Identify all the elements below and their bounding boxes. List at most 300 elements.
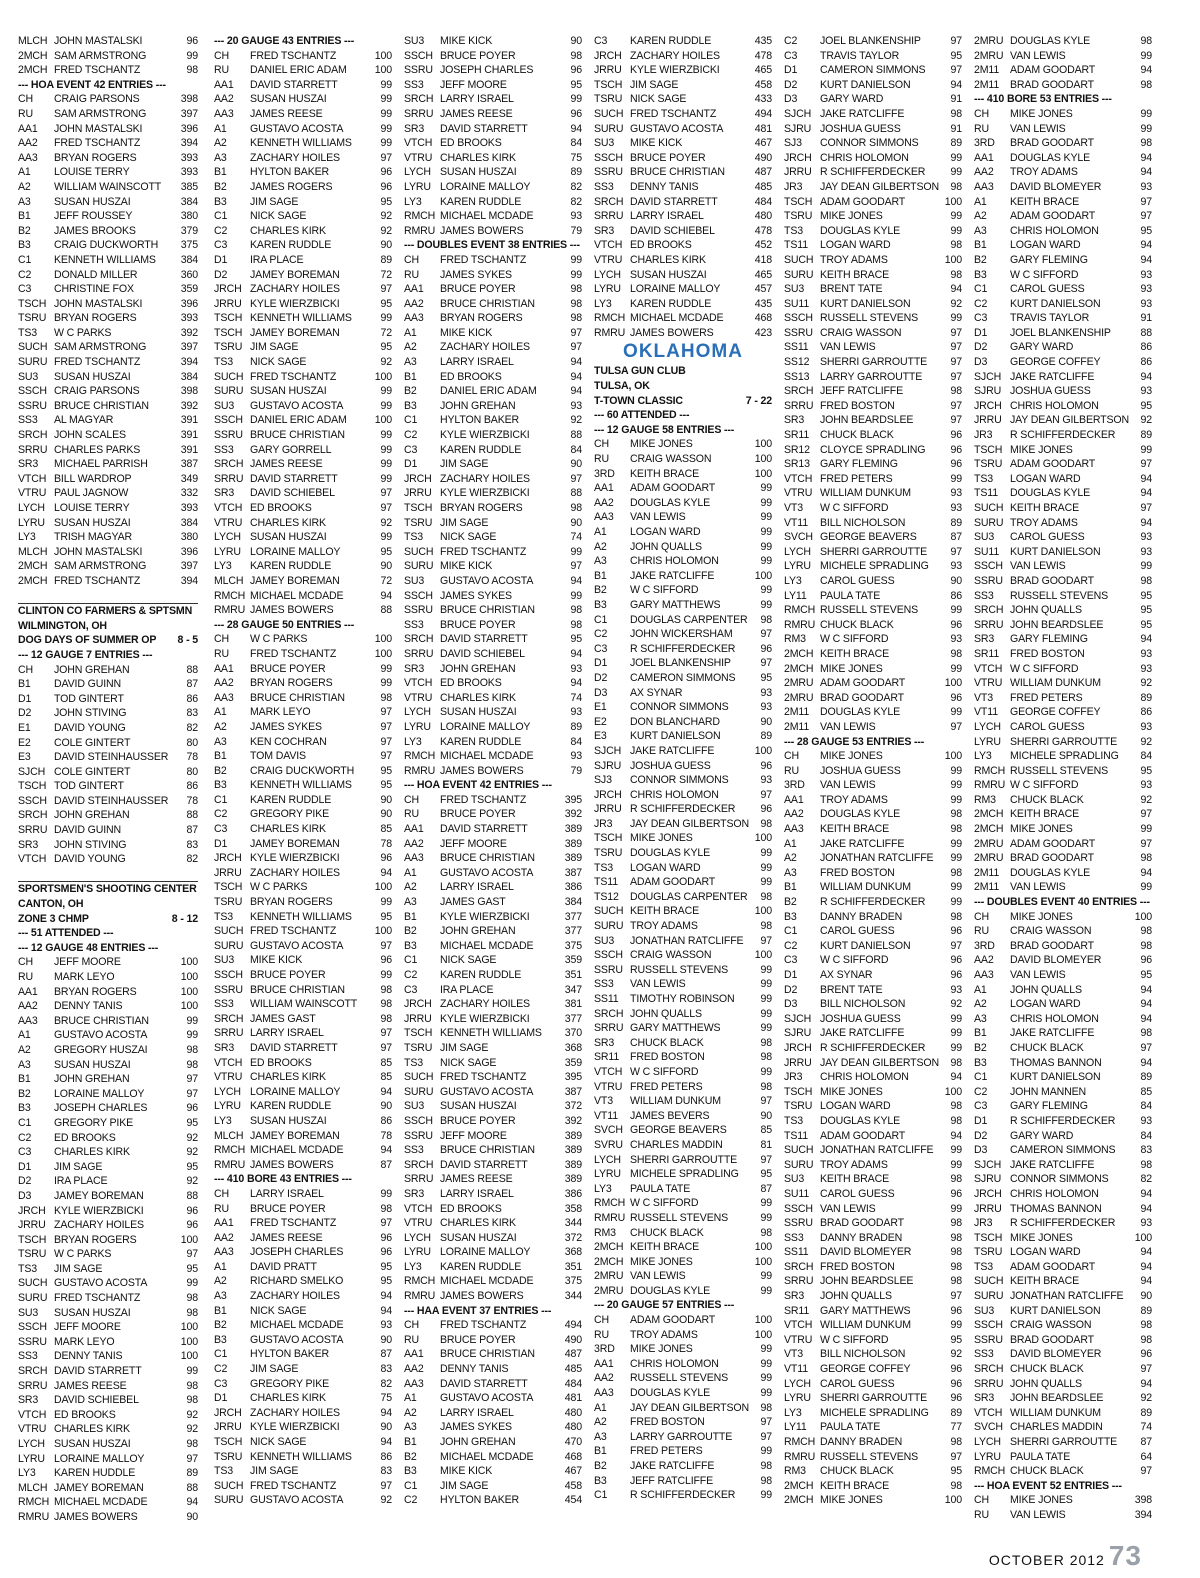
class-code: AA1 [214, 78, 234, 91]
result-row [974, 822, 1152, 837]
result-row [594, 1226, 772, 1241]
result-row [214, 1129, 392, 1144]
shooter-name: W C SIFFORD [1010, 662, 1079, 675]
class-code: SR3 [974, 633, 995, 646]
shooter-name: JIM SAGE [250, 1363, 299, 1376]
result-row [784, 413, 962, 428]
score: 99 [950, 793, 962, 806]
shooter-name: SUSAN HUSZAI [630, 268, 707, 281]
class-code: B3 [594, 598, 607, 611]
score: 98 [760, 1460, 772, 1472]
shooter-name: CHRIS HOLOMON [820, 151, 909, 164]
class-code: C1 [974, 283, 988, 296]
class-code: SR12 [784, 443, 810, 456]
shooter-name: JOHN MASTALSKI [54, 35, 143, 47]
class-code: SUCH [214, 925, 244, 938]
score: 94 [1140, 633, 1152, 646]
class-code: TS3 [594, 861, 613, 874]
result-row [784, 1347, 962, 1362]
class-code: TS11 [974, 487, 998, 500]
class-code: A1 [214, 122, 227, 135]
result-row [784, 326, 962, 341]
score: 92 [1140, 414, 1152, 427]
shooter-name: JOHN QUALLS [1010, 604, 1082, 617]
result-row [594, 948, 772, 963]
result-row [18, 1145, 198, 1160]
result-row [974, 997, 1152, 1012]
shooter-name: JOHN GREHAN [440, 925, 516, 938]
shooter-name: JEFF MOORE [440, 1129, 507, 1142]
class-code: VTCH [404, 677, 433, 690]
score: 99 [380, 429, 392, 442]
shooter-name: KEITH BRACE [820, 1479, 889, 1492]
class-code: RU [594, 453, 610, 466]
result-row [974, 297, 1152, 312]
result-row [18, 750, 198, 765]
shooter-name: GARY WARD [1010, 341, 1074, 354]
result-row [404, 1450, 582, 1465]
result-row [594, 1182, 772, 1197]
class-code: TS3 [404, 531, 423, 544]
result-row [594, 627, 772, 642]
class-code: JRCH [784, 1041, 812, 1054]
score: 94 [1140, 239, 1152, 252]
shooter-name: JAKE RATCLIFFE [630, 744, 715, 757]
shooter-name: CAROL GUESS [820, 1187, 895, 1200]
result-row [214, 1187, 392, 1202]
shooter-name: NICK SAGE [250, 210, 307, 223]
result-row [784, 268, 962, 283]
result-row [214, 486, 392, 501]
score: 94 [380, 1290, 392, 1303]
class-code: B1 [974, 239, 987, 252]
class-code: C1 [784, 925, 798, 938]
class-code: LYRU [594, 1168, 621, 1181]
shooter-name: DENNY TANIS [54, 1350, 123, 1363]
class-code: RU [404, 268, 420, 281]
result-row [404, 399, 582, 414]
class-code: SSCH [18, 794, 47, 807]
shooter-name: LOGAN WARD [630, 526, 701, 538]
heading-text: WILMINGTON, OH [18, 619, 107, 632]
shooter-name: IRA PLACE [54, 1175, 108, 1188]
score: 96 [950, 458, 962, 471]
score: 98 [380, 1012, 392, 1025]
result-row [18, 326, 198, 341]
class-code: SRCH [784, 1260, 814, 1273]
shooter-name: NICK SAGE [630, 93, 687, 106]
shooter-name: BILL NICHOLSON [820, 1348, 906, 1361]
score: 89 [1140, 1406, 1152, 1419]
shooter-name: JOSHUA GUESS [820, 764, 901, 777]
result-row [784, 1041, 962, 1056]
class-code: SR3 [784, 1290, 805, 1303]
result-row [974, 1464, 1152, 1479]
shooter-name: VAN LEWIS [820, 720, 876, 733]
score: 99 [950, 764, 962, 777]
result-row [784, 370, 962, 385]
class-code: SU3 [404, 35, 425, 47]
shooter-name: MICHAEL MCDADE [440, 210, 534, 223]
class-code: A2 [974, 998, 987, 1011]
score: 375 [180, 239, 198, 252]
result-row [974, 399, 1152, 414]
shooter-name: MIKE JONES [630, 1343, 693, 1356]
class-code: SU3 [784, 283, 805, 296]
score: 99 [760, 598, 772, 611]
class-code: SSRU [18, 399, 47, 412]
score: 82 [380, 1377, 392, 1390]
result-row [784, 1318, 962, 1333]
result-row [404, 705, 582, 720]
result-row [784, 1450, 962, 1465]
score: 99 [760, 1022, 772, 1035]
shooter-name: JAMES GAST [440, 896, 506, 909]
score: 95 [186, 1262, 198, 1275]
shooter-name: GEORGE COFFEY [1010, 706, 1101, 719]
shooter-name: CHRIS HOLOMON [630, 1357, 719, 1370]
score: 93 [570, 399, 582, 412]
result-row [974, 1450, 1152, 1465]
result-row [594, 1094, 772, 1109]
score: 93 [570, 210, 582, 223]
shooter-name: KAREN RUDDLE [440, 1260, 522, 1273]
score: 98 [760, 1080, 772, 1093]
result-row [784, 311, 962, 326]
score: 359 [180, 283, 198, 296]
result-row [18, 838, 198, 853]
shooter-name: DAVID STARRETT [440, 1377, 528, 1390]
shooter-name: JOHN GREHAN [440, 399, 516, 412]
page-footer [989, 1540, 1142, 1572]
result-row [974, 122, 1152, 137]
shooter-name: MIKE JONES [820, 210, 883, 223]
score: 98 [1140, 78, 1152, 91]
class-code: LY3 [784, 1406, 802, 1419]
shooter-name: LOGAN WARD [630, 861, 701, 874]
class-code: RU [18, 107, 34, 120]
shooter-name: W C SIFFORD [820, 633, 889, 646]
shooter-name: FRED BOSTON [820, 1260, 895, 1273]
shooter-name: FRED TSCHANTZ [250, 1217, 337, 1230]
result-row [404, 1172, 582, 1187]
class-code: B1 [784, 881, 797, 894]
score: 99 [950, 896, 962, 909]
shooter-name: KAREN RUDDLE [250, 1100, 332, 1113]
score: 97 [760, 628, 772, 641]
score: 96 [380, 954, 392, 967]
class-code: RM3 [594, 1226, 616, 1239]
shooter-name: FRED PETERS [1010, 691, 1083, 704]
score: 100 [374, 64, 392, 77]
shooter-name: GUSTAVO ACOSTA [440, 1085, 534, 1098]
score: 93 [950, 487, 962, 500]
score: 94 [1140, 370, 1152, 383]
score: 359 [564, 954, 582, 967]
class-code: D1 [404, 458, 418, 471]
shooter-name: FRED BOSTON [630, 1416, 705, 1429]
result-row [18, 706, 198, 721]
shooter-name: DAVID YOUNG [54, 853, 126, 866]
result-row [404, 1129, 582, 1144]
class-code: B1 [214, 166, 227, 179]
class-code: CH [214, 633, 230, 646]
score: 94 [380, 1406, 392, 1419]
shooter-name: BILL NICHOLSON [820, 998, 906, 1011]
score: 93 [570, 706, 582, 719]
shooter-name: JOEL BLANKENSHIP [1010, 326, 1111, 339]
class-code: D1 [974, 326, 988, 339]
score: 89 [186, 1467, 198, 1480]
result-row [18, 180, 198, 195]
score: 89 [950, 1406, 962, 1419]
score: 98 [1140, 1027, 1152, 1040]
section-heading [18, 926, 198, 941]
result-row [404, 676, 582, 691]
score: 100 [180, 1233, 198, 1246]
result-row [974, 1026, 1152, 1041]
result-row [404, 1041, 582, 1056]
class-code: VTCH [214, 1056, 243, 1069]
score: 97 [570, 560, 582, 573]
class-code: RMCH [214, 589, 246, 602]
shooter-name: GARY FLEMING [1010, 1100, 1088, 1113]
class-code: D2 [974, 1129, 988, 1142]
shooter-name: KENNETH WILLIAMS [250, 312, 352, 325]
shooter-name: JOSEPH CHARLES [54, 1102, 148, 1115]
result-row [404, 355, 582, 370]
class-code: RMCH [594, 1197, 626, 1210]
shooter-name: MIKE JONES [1010, 1494, 1073, 1507]
score: 85 [380, 1056, 392, 1069]
shooter-name: JAMES REESE [250, 107, 323, 120]
score: 95 [760, 1168, 772, 1181]
score: 435 [754, 297, 772, 310]
class-code: A3 [974, 1012, 987, 1025]
score: 75 [380, 1392, 392, 1405]
class-code: SURU [18, 356, 48, 369]
score: 98 [950, 1056, 962, 1069]
score: 99 [186, 1014, 198, 1027]
shooter-name: WILLIAM WAINSCOTT [250, 998, 358, 1011]
score: 98 [950, 808, 962, 821]
shooter-name: RICHARD SMELKO [250, 1275, 344, 1288]
shooter-name: BRYAN ROGERS [440, 312, 523, 325]
score: 96 [950, 1187, 962, 1200]
class-code: SR13 [784, 458, 810, 471]
result-row [974, 705, 1152, 720]
class-code: AA1 [18, 985, 38, 998]
class-code: 2MCH [18, 49, 48, 62]
class-code: A2 [214, 720, 227, 733]
class-code: A3 [214, 1290, 227, 1303]
class-code: RU [784, 764, 800, 777]
shooter-name: VAN LEWIS [1010, 1508, 1066, 1521]
class-code: RU [404, 808, 420, 821]
shooter-name: W C SIFFORD [1010, 268, 1079, 281]
class-code: SJRU [784, 122, 812, 135]
score: 90 [380, 239, 392, 252]
class-code: A2 [784, 852, 797, 865]
shooter-name: FRED TSCHANTZ [54, 574, 141, 587]
score: 74 [570, 531, 582, 544]
class-code: SURU [404, 560, 434, 573]
result-row [784, 749, 962, 764]
score: 90 [1140, 1290, 1152, 1303]
shooter-name: BRYAN ROGERS [440, 502, 523, 514]
class-code: SRRU [974, 1377, 1004, 1390]
shooter-name: KAREN RUDDLE [250, 239, 332, 252]
result-row [594, 773, 772, 788]
shooter-name: ADAM GOODART [1010, 64, 1096, 77]
result-row [18, 999, 198, 1014]
result-row [974, 355, 1152, 370]
score: 87 [186, 678, 198, 691]
score: 95 [570, 78, 582, 91]
shooter-name: R SCHIFFERDECKER [1010, 1217, 1116, 1230]
shooter-name: TROY ADAMS [1010, 516, 1078, 529]
class-code: TSRU [214, 1450, 243, 1463]
class-code: D3 [974, 1144, 988, 1157]
shooter-name: KURT DANIELSON [1010, 1071, 1101, 1084]
shooter-name: KAREN RUDDLE [250, 793, 332, 806]
score: 99 [380, 93, 392, 106]
shooter-name: DAVID PRATT [250, 1260, 317, 1273]
result-row [18, 765, 198, 780]
result-row [784, 486, 962, 501]
result-row [974, 151, 1152, 166]
result-row [974, 136, 1152, 151]
class-code: SR3 [214, 1041, 235, 1054]
class-code: RMRU [18, 1510, 50, 1523]
shooter-name: MIKE JONES [630, 438, 693, 451]
shooter-name: ED BROOKS [54, 1131, 116, 1144]
score: 100 [754, 569, 772, 582]
score: 94 [1140, 516, 1152, 529]
result-row [404, 720, 582, 735]
score: 467 [754, 137, 772, 150]
score: 97 [1140, 1363, 1152, 1376]
heading-text: --- 28 GAUGE 53 ENTRIES --- [784, 735, 925, 748]
shooter-name: SUSAN HUSZAI [440, 1100, 517, 1113]
shooter-name: BRUCE CHRISTIAN [440, 297, 535, 310]
score: 97 [950, 1450, 962, 1463]
result-row [18, 49, 198, 64]
result-row [784, 997, 962, 1012]
class-code: B3 [974, 268, 987, 281]
shooter-name: NICK SAGE [250, 1304, 307, 1317]
shooter-name: JOHN SCALES [54, 429, 126, 442]
score: 92 [186, 1146, 198, 1159]
score: 95 [380, 545, 392, 558]
result-row [18, 1218, 198, 1233]
shooter-name: JAY DEAN GILBERTSON [820, 1056, 940, 1069]
score: 95 [1140, 764, 1152, 777]
score: 92 [950, 1348, 962, 1361]
score: 99 [1140, 122, 1152, 135]
score: 98 [950, 239, 962, 252]
class-code: B1 [18, 210, 31, 223]
shooter-name: SHERRI GARROUTTE [820, 1392, 928, 1405]
score: 395 [564, 1071, 582, 1084]
score: 96 [950, 691, 962, 704]
result-row [214, 238, 392, 253]
result-row [784, 1435, 962, 1450]
class-code: SRRU [18, 443, 48, 456]
section-heading [18, 633, 198, 648]
score: 97 [570, 326, 582, 339]
shooter-name: BRYAN ROGERS [250, 896, 333, 909]
class-code: CH [18, 956, 34, 969]
shooter-name: CHUCK BLACK [1010, 1041, 1084, 1054]
class-code: A3 [594, 1430, 607, 1443]
shooter-name: ED BROOKS [54, 1408, 116, 1421]
class-code: SUCH [404, 545, 434, 558]
result-row [214, 1231, 392, 1246]
score: 418 [754, 253, 772, 266]
heading-text: --- HAA EVENT 37 ENTRIES --- [404, 1304, 552, 1317]
class-code: 2MCH [974, 823, 1004, 836]
result-row [974, 1129, 1152, 1144]
result-row [784, 545, 962, 560]
score: 98 [1140, 939, 1152, 952]
class-code: SS3 [594, 180, 614, 193]
class-code: C1 [974, 1071, 988, 1084]
score: 97 [760, 657, 772, 670]
class-code: RMRU [594, 1211, 626, 1224]
result-row [594, 525, 772, 540]
class-code: SSRU [214, 983, 243, 996]
result-row [18, 1262, 198, 1277]
shooter-name: DOUGLAS KYLE [1010, 487, 1091, 500]
shooter-name: JAKE RATCLIFFE [630, 1460, 715, 1472]
shooter-name: FRED TSCHANTZ [440, 1071, 527, 1084]
shooter-name: RUSSELL STEVENS [820, 604, 919, 617]
result-row [594, 467, 772, 482]
class-code: SU11 [784, 1187, 810, 1200]
score: 395 [564, 793, 582, 806]
score: 84 [570, 443, 582, 456]
shooter-name: LORAINE MALLOY [440, 180, 531, 193]
class-code: VTRU [784, 1333, 813, 1346]
result-row [784, 939, 962, 954]
class-code: SRCH [784, 385, 814, 398]
result-row [784, 1493, 962, 1508]
result-row [784, 384, 962, 399]
shooter-name: RUSSELL STEVENS [820, 1450, 919, 1463]
shooter-name: CHARLES KIRK [440, 1217, 516, 1230]
class-code: TS3 [18, 1262, 37, 1275]
result-row [404, 807, 582, 822]
section-divider [18, 589, 198, 605]
score: 89 [380, 253, 392, 266]
score: 99 [760, 482, 772, 495]
result-row [404, 749, 582, 764]
class-code: B3 [784, 910, 797, 923]
result-row [18, 268, 198, 283]
score: 97 [950, 545, 962, 558]
result-row [18, 457, 198, 472]
score: 88 [570, 487, 582, 500]
class-code: JRCH [214, 1406, 242, 1419]
score: 95 [1140, 604, 1152, 617]
class-code: 2MCH [784, 647, 814, 660]
shooter-name: CHRIS HOLOMON [1010, 224, 1099, 237]
class-code: B2 [404, 385, 417, 398]
result-row [594, 977, 772, 992]
class-code: SS11 [784, 341, 809, 354]
shooter-name: BRUCE CHRISTIAN [250, 691, 345, 704]
